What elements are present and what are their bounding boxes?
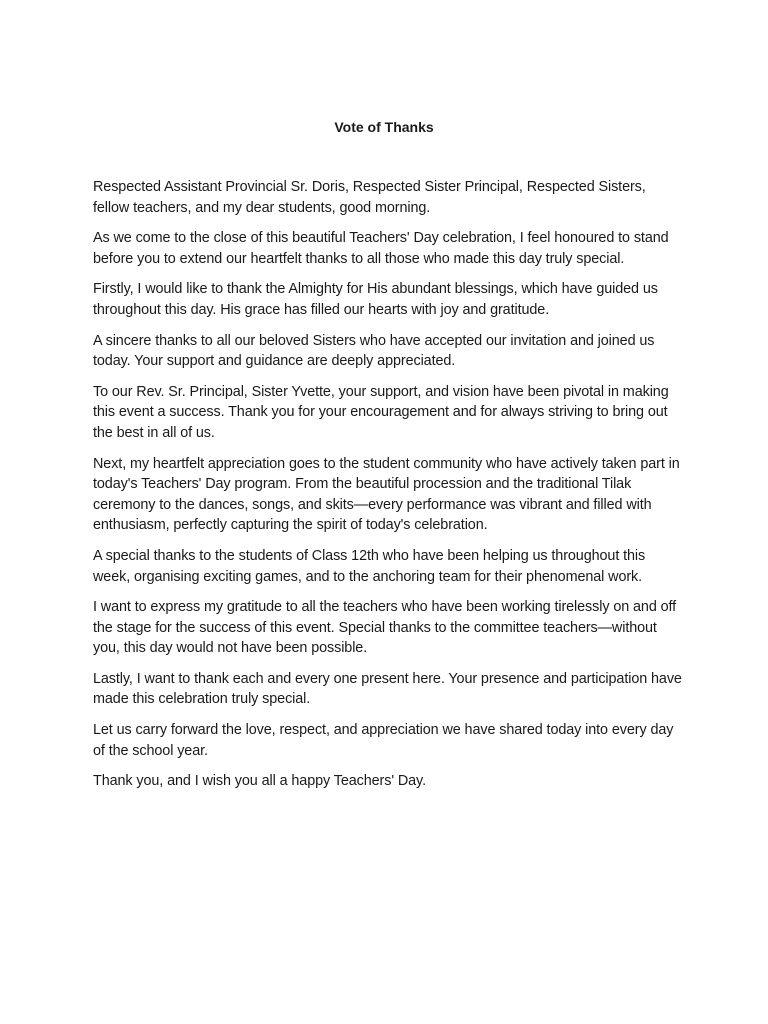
document-body xyxy=(93,177,683,802)
paragraph-greeting: Respected Assistant Provincial Sr. Doris, Respected Sister Principal, Respected Sisters, fellow teachers, and my dear students, good morning. xyxy=(93,179,646,216)
paragraph-everyone: Lastly, I want to thank each and every one present here. Your presence and participation have made this celebration truly special. xyxy=(93,670,682,708)
paragraph-almighty: Firstly, I would like to thank the Almighty for His abundant blessings, which have guided us throughout this day. His grace has filled our hearts with joy and gratitude. xyxy=(93,281,658,318)
paragraph-closing: Thank you, and I wish you all a happy Teachers' Day. xyxy=(93,773,426,790)
paragraph-sisters: A sincere thanks to all our beloved Sisters who have accepted our invitation and joined us today. Your support and guidance are deeply appreciated. xyxy=(93,332,655,370)
paragraph-class-12: A special thanks to the students of Class 12th who have been helping us throughout this week, organising exciting games, and to the anchoring team for their phenomenal work. xyxy=(93,547,646,585)
paragraph-carry-forward: Let us carry forward the love, respect, and appreciation we have shared today into every day of the school year. xyxy=(93,722,674,759)
paragraph-teachers: I want to express my gratitude to all the teachers who have been working tirelessly on and off the stage for the success of this event. Special thanks to the committee teachers—without you, this day would not have been possible. xyxy=(93,599,677,657)
paragraph-principal: To our Rev. Sr. Principal, Sister Yvette, your support, and vision have been pivotal in making this event a success. Thank you for your encouragement and for always striving to bring out the best in all of us. xyxy=(93,383,669,441)
document-title: Vote of Thanks xyxy=(334,119,434,135)
paragraph-students: Next, my heartfelt appreciation goes to the student community who have actively taken part in today's Teachers' Day program. From the beautiful procession and the traditional Tilak ceremony to the dances, songs, and skits—every performance was vibrant and filled with enthusiasm, perfectly capturing the spirit of today's celebration. xyxy=(93,455,680,534)
paragraph-introduction: As we come to the close of this beautiful Teachers' Day celebration, I feel honoured to stand before you to extend our heartfelt thanks to all those who made this day truly special. xyxy=(93,230,669,267)
